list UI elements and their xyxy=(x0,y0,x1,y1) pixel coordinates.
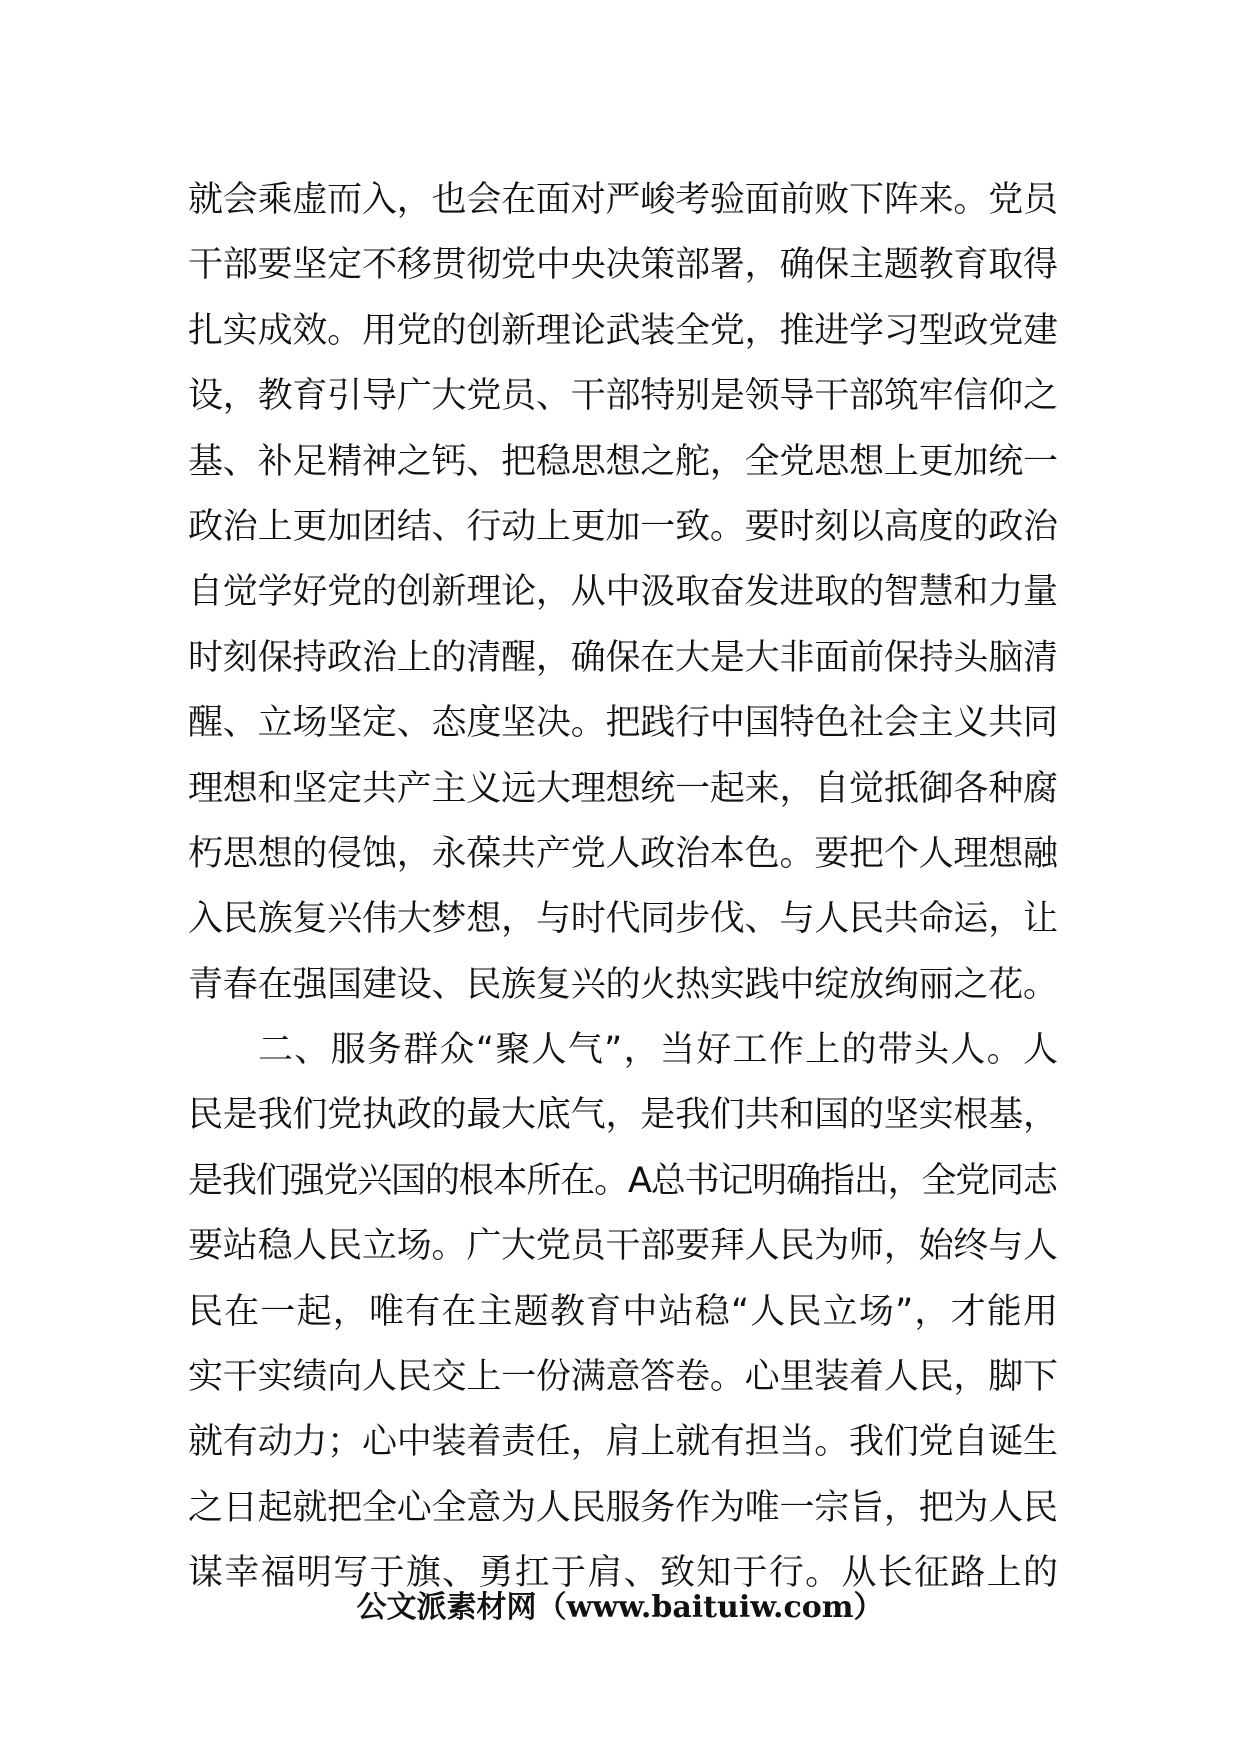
text-line: 就有动力；心中装着责任，肩上就有担当。我们党自诞生 xyxy=(188,1422,1058,1463)
document-body xyxy=(188,168,1058,1607)
footer-watermark: 公文派素材网（www.baituiw.com） xyxy=(356,1590,884,1625)
text-line: 是我们强党兴国的根本所在。A总书记明确指出，全党同志 xyxy=(188,1160,1057,1201)
text-line: 政治上更加团结、行动上更加一致。要时刻以高度的政治 xyxy=(188,506,1058,547)
text-line: 理想和坚定共产主义远大理想统一起来，自觉抵御各种腐 xyxy=(188,768,1058,809)
text-line: 醒、立场坚定、态度坚决。把践行中国特色社会主义共同 xyxy=(188,703,1058,744)
text-line: 入民族复兴伟大梦想，与时代同步伐、与人民共命运，让 xyxy=(188,899,1058,940)
text-line: 基、补足精神之钙、把稳思想之舵，全党思想上更加统一 xyxy=(188,441,1058,482)
text-line: 之日起就把全心全意为人民服务作为唯一宗旨，把为人民 xyxy=(188,1487,1058,1528)
paragraph-heading-line: 二、服务群众“聚人气”，当好工作上的带头人。人 xyxy=(258,1030,1060,1071)
text-line: 设，教育引导广大党员、干部特别是领导干部筑牢信仰之 xyxy=(188,376,1058,417)
text-line: 就会乘虚而入，也会在面对严峻考验面前败下阵来。党员 xyxy=(188,180,1058,220)
text-line: 要站稳人民立场。广大党员干部要拜人民为师，始终与人 xyxy=(188,1226,1058,1267)
text-line: 时刻保持政治上的清醒，确保在大是大非面前保持头脑清 xyxy=(188,637,1058,678)
text-line: 扎实成效。用党的创新理论武装全党，推进学习型政党建 xyxy=(188,310,1058,351)
text-line: 自觉学好党的创新理论，从中汲取奋发进取的智慧和力量 xyxy=(188,572,1058,613)
text-line: 谋幸福明写于旗、勇扛于肩、致知于行。从长征路上的 xyxy=(188,1553,1060,1594)
text-line: 民是我们党执政的最大底气，是我们共和国的坚实根基， xyxy=(188,1095,1058,1136)
text-line: 实干实绩向人民交上一份满意答卷。心里装着人民，脚下 xyxy=(188,1357,1058,1398)
text-line: 朽思想的侵蚀，永葆共产党人政治本色。要把个人理想融 xyxy=(188,833,1058,874)
text-line: 干部要坚定不移贯彻党中央决策部署，确保主题教育取得 xyxy=(188,245,1058,286)
text-line: 青春在强国建设、民族复兴的火热实践中绽放绚丽之花。 xyxy=(188,964,1058,1005)
text-line: 民在一起，唯有在主题教育中站稳“人民立场”，才能用 xyxy=(188,1291,1060,1332)
